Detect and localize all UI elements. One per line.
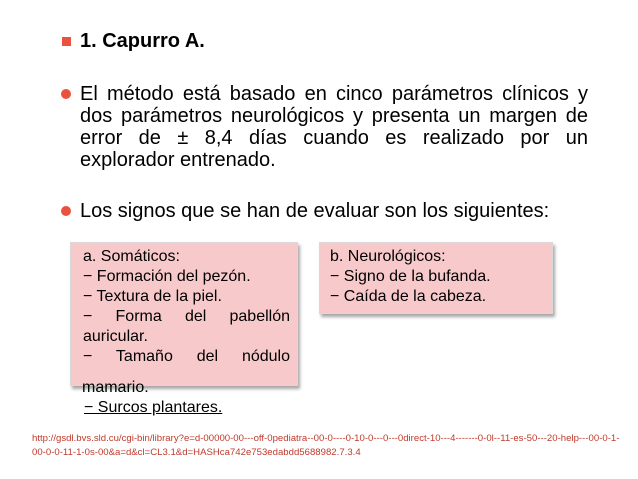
reference-link[interactable]: http://gsdl.bvs.sld.cu/cgi-bin/library?e=d-00000-00---off-0pediatra--00-0----0-10-0---0---0direct-10---4-------0-0l--11-es-50---20-help---00-0-1-00-0-0-11-1-0s-00&a=d&cl=CL3.1&d=HASHca742e753edabdd5688982.7.3.4	[32, 433, 620, 458]
square-bullet-icon	[62, 37, 71, 46]
somatic-overflow-text	[82, 378, 222, 418]
somatic-title: a. Somáticos:	[83, 248, 180, 265]
neurologic-title: b. Neurológicos:	[330, 248, 446, 265]
paragraph-signs: Los signos que se han de evaluar son los siguientes:	[80, 200, 550, 222]
circle-bullet-icon	[61, 89, 71, 99]
circle-bullet-icon	[61, 206, 71, 216]
somatic-item: − Textura de la piel.	[83, 288, 222, 305]
somatic-item: mamario.	[82, 379, 149, 396]
neurologic-signs-box	[319, 242, 553, 314]
somatic-item: auricular.	[83, 328, 148, 345]
neurologic-item: − Signo de la bufanda.	[330, 268, 491, 285]
slide-heading: 1. Capurro A.	[80, 30, 205, 52]
somatic-item-link	[82, 398, 222, 418]
somatic-item: − Tamaño del nódulo	[83, 348, 290, 365]
somatic-item: − Surcos plantares.	[84, 399, 223, 416]
neurologic-item: − Caída de la cabeza.	[330, 288, 487, 305]
somatic-item: − Forma del pabellón	[83, 308, 290, 325]
somatic-item: − Formación del pezón.	[83, 268, 251, 285]
somatic-signs-box	[70, 242, 298, 386]
paragraph-method: El método está basado en cinco parámetros clínicos y dos parámetros neurológicos y presenta un margen de error de ± 8,4 días cuando es realizado por un explorador entrenado.	[80, 83, 588, 171]
